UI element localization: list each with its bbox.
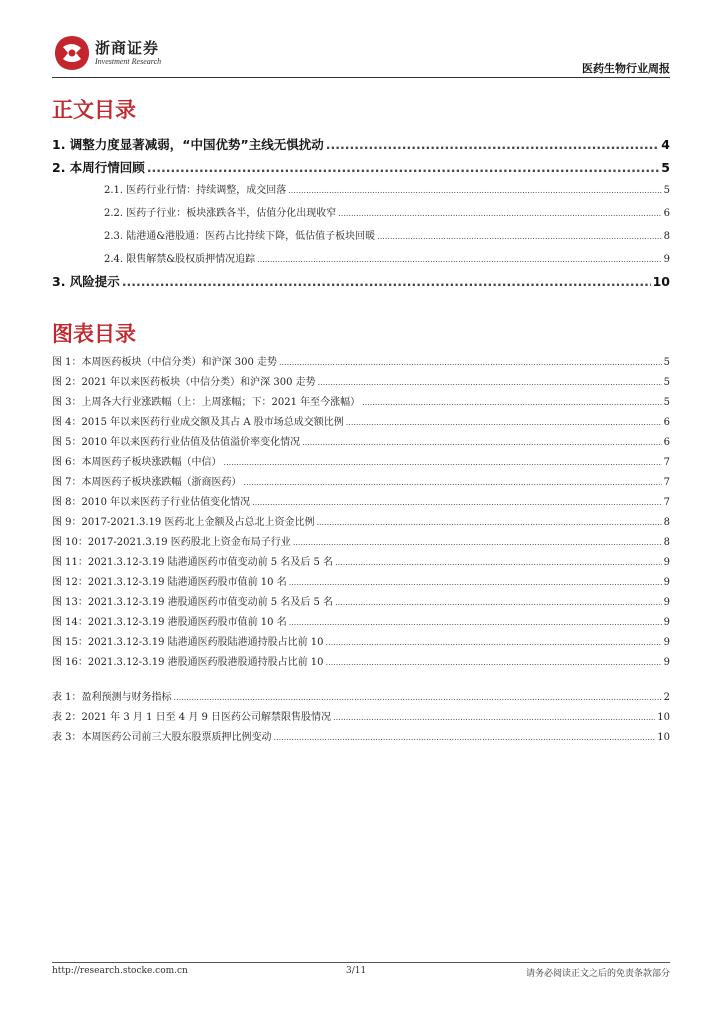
figure-entry[interactable] (52, 493, 670, 508)
toc-entry-text: 2.1. 医药行业行情：持续调整，成交回落 (104, 185, 287, 196)
figure-entry-text: 图 13：2021.3.12-3.19 港股通医药市值变动前 5 名及后 5 名 (52, 597, 334, 608)
dot-leader (326, 658, 662, 667)
figure-entry-text: 图 6：本周医药子板块涨跌幅（中信） (52, 457, 222, 468)
toc-entry-text: 2.3. 陆港通&港股通：医药占比持续下降，低估值子板块回暖 (104, 231, 376, 242)
dot-leader (335, 598, 662, 607)
figure-entry[interactable] (52, 633, 670, 648)
figure-entry-page: 7 (663, 477, 670, 488)
table-entry-text: 表 3：本周医药公司前三大股东股票质押比例变动 (52, 732, 272, 743)
figure-entry[interactable] (52, 653, 670, 668)
figure-entry-text: 图 1：本周医药板块（中信分类）和沪深 300 走势 (52, 357, 277, 368)
figure-entry-page: 5 (663, 377, 670, 388)
header-divider (52, 77, 670, 78)
toc-entry-page: 9 (663, 254, 670, 265)
figure-entry[interactable] (52, 353, 670, 368)
figure-entry-page: 7 (663, 457, 670, 468)
company-name-en: Investment Research (95, 57, 162, 66)
toc-subentry[interactable] (104, 227, 670, 242)
table-entry-text: 表 1：盈利预测与财务指标 (52, 692, 172, 703)
dot-leader (244, 478, 662, 487)
dot-leader (316, 518, 661, 527)
table-entry[interactable] (52, 708, 670, 723)
figure-entry-page: 9 (663, 597, 670, 608)
page-number: 3/11 (346, 966, 367, 976)
figure-entry-text: 图 15：2021.3.12-3.19 陆港通医药股陆港通持股占比前 10 (52, 637, 324, 648)
figure-entry[interactable] (52, 433, 670, 448)
toc-subentry[interactable] (104, 250, 670, 265)
dot-leader (362, 398, 661, 407)
dot-leader (293, 538, 662, 547)
toc-entry-page: 10 (652, 274, 670, 289)
dot-leader (335, 558, 662, 567)
figure-entry-page: 9 (663, 557, 670, 568)
figure-entry-text: 图 12：2021.3.12-3.19 陆港通医药股市值前 10 名 (52, 577, 287, 588)
toc-entry-page: 4 (661, 137, 670, 152)
toc-entry-text: 2. 本周行情回顾 (52, 160, 145, 175)
dot-leader (326, 137, 660, 152)
dot-leader (288, 186, 661, 195)
figure-entry-page: 9 (663, 637, 670, 648)
dot-leader (147, 160, 659, 175)
toc-entry-text: 2.2. 医药子行业：板块涨跌各半，估值分化出现收窄 (104, 208, 337, 219)
dot-leader (318, 378, 662, 387)
toc-entry-text: 3. 风险提示 (52, 274, 120, 289)
figure-entry[interactable] (52, 453, 670, 468)
figure-entry-page: 6 (663, 417, 670, 428)
figure-entry-text: 图 5：2010 年以来医药行业估值及估值溢价率变化情况 (52, 437, 301, 448)
dot-leader (274, 733, 656, 742)
figure-entry-page: 7 (663, 497, 670, 508)
figure-entry[interactable] (52, 553, 670, 568)
footer-disclaimer: 请务必阅读正文之后的免责条款部分 (525, 969, 670, 979)
dot-leader (377, 232, 661, 241)
dot-leader (224, 458, 662, 467)
toc-entry-text: 1. 调整力度显著减弱，“中国优势”主线无惧扰动 (52, 137, 324, 152)
figure-entry-page: 6 (663, 437, 670, 448)
figure-entry-text: 图 2：2021 年以来医药板块（中信分类）和沪深 300 走势 (52, 377, 316, 388)
figure-entry-page: 5 (663, 397, 670, 408)
figure-entry-page: 8 (663, 517, 670, 528)
report-type: 医药生物行业周报 (582, 62, 670, 75)
figure-entry-text: 图 9：2017-2021.3.19 医药北上金额及占总北上资金比例 (52, 517, 315, 528)
table-entry-page: 2 (663, 692, 670, 703)
figures-title: 图表目录 (52, 322, 136, 346)
toc-entry-text: 2.4. 限售解禁&股权质押情况追踪 (104, 254, 256, 265)
figure-entry[interactable] (52, 393, 670, 408)
table-entry-page: 10 (657, 712, 670, 723)
figure-entry[interactable] (52, 373, 670, 388)
toc-entry-page: 6 (663, 208, 670, 219)
dot-leader (346, 418, 662, 427)
toc-entry[interactable] (52, 158, 670, 176)
footer-divider (52, 962, 670, 963)
dot-leader (122, 274, 651, 289)
toc-entry[interactable] (52, 272, 670, 290)
figure-entry[interactable] (52, 593, 670, 608)
figure-entry[interactable] (52, 613, 670, 628)
table-entry[interactable] (52, 728, 670, 743)
toc-entry-page: 5 (661, 160, 670, 175)
figure-entry-text: 图 14：2021.3.12-3.19 港股通医药股市值前 10 名 (52, 617, 287, 628)
dot-leader (326, 638, 662, 647)
figure-entry-text: 图 11：2021.3.12-3.19 陆港通医药市值变动前 5 名及后 5 名 (52, 557, 334, 568)
dot-leader (289, 618, 662, 627)
toc-subentry[interactable] (104, 181, 670, 196)
dot-leader (338, 209, 661, 218)
dot-leader (302, 438, 661, 447)
toc-entry-page: 5 (663, 185, 670, 196)
figure-entry-page: 5 (663, 357, 670, 368)
footer-url[interactable]: http://research.stocke.com.cn (52, 966, 188, 976)
dot-leader (333, 713, 655, 722)
dot-leader (257, 255, 661, 264)
figure-entry[interactable] (52, 533, 670, 548)
figure-entry-text: 图 7：本周医药子板块涨跌幅（浙商医药） (52, 477, 242, 488)
figure-entry-text: 图 16：2021.3.12-3.19 港股通医药股港股通持股占比前 10 (52, 657, 324, 668)
dot-leader (252, 498, 661, 507)
figure-entry-page: 9 (663, 657, 670, 668)
figure-entry[interactable] (52, 413, 670, 428)
toc-entry-page: 8 (663, 231, 670, 242)
toc-title: 正文目录 (52, 98, 136, 122)
dot-leader (289, 578, 662, 587)
dot-leader (174, 693, 662, 702)
figure-entry[interactable] (52, 473, 670, 488)
figure-entry-page: 9 (663, 617, 670, 628)
table-entry[interactable] (52, 688, 670, 703)
table-entry-page: 10 (657, 732, 670, 743)
figure-entry-text: 图 4：2015 年以来医药行业成交额及其占 A 股市场总成交额比例 (52, 417, 344, 428)
figure-entry[interactable] (52, 513, 670, 528)
toc-entry[interactable] (52, 135, 670, 153)
logo-icon (52, 33, 92, 73)
figure-entry-page: 8 (663, 537, 670, 548)
table-entry-text: 表 2：2021 年 3 月 1 日至 4 月 9 日医药公司解禁限售股情况 (52, 712, 332, 723)
figure-entry[interactable] (52, 573, 670, 588)
figure-entry-text: 图 10：2017-2021.3.19 医药股北上资金布局子行业 (52, 537, 291, 548)
toc-subentry[interactable] (104, 204, 670, 219)
figure-entry-text: 图 8：2010 年以来医药子行业估值变化情况 (52, 497, 251, 508)
dot-leader (279, 358, 662, 367)
company-name-cn: 浙商证券 (95, 39, 160, 57)
figure-entry-text: 图 3：上周各大行业涨跌幅（上：上周涨幅；下：2021 年至今涨幅） (52, 397, 361, 408)
figure-entry-page: 9 (663, 577, 670, 588)
